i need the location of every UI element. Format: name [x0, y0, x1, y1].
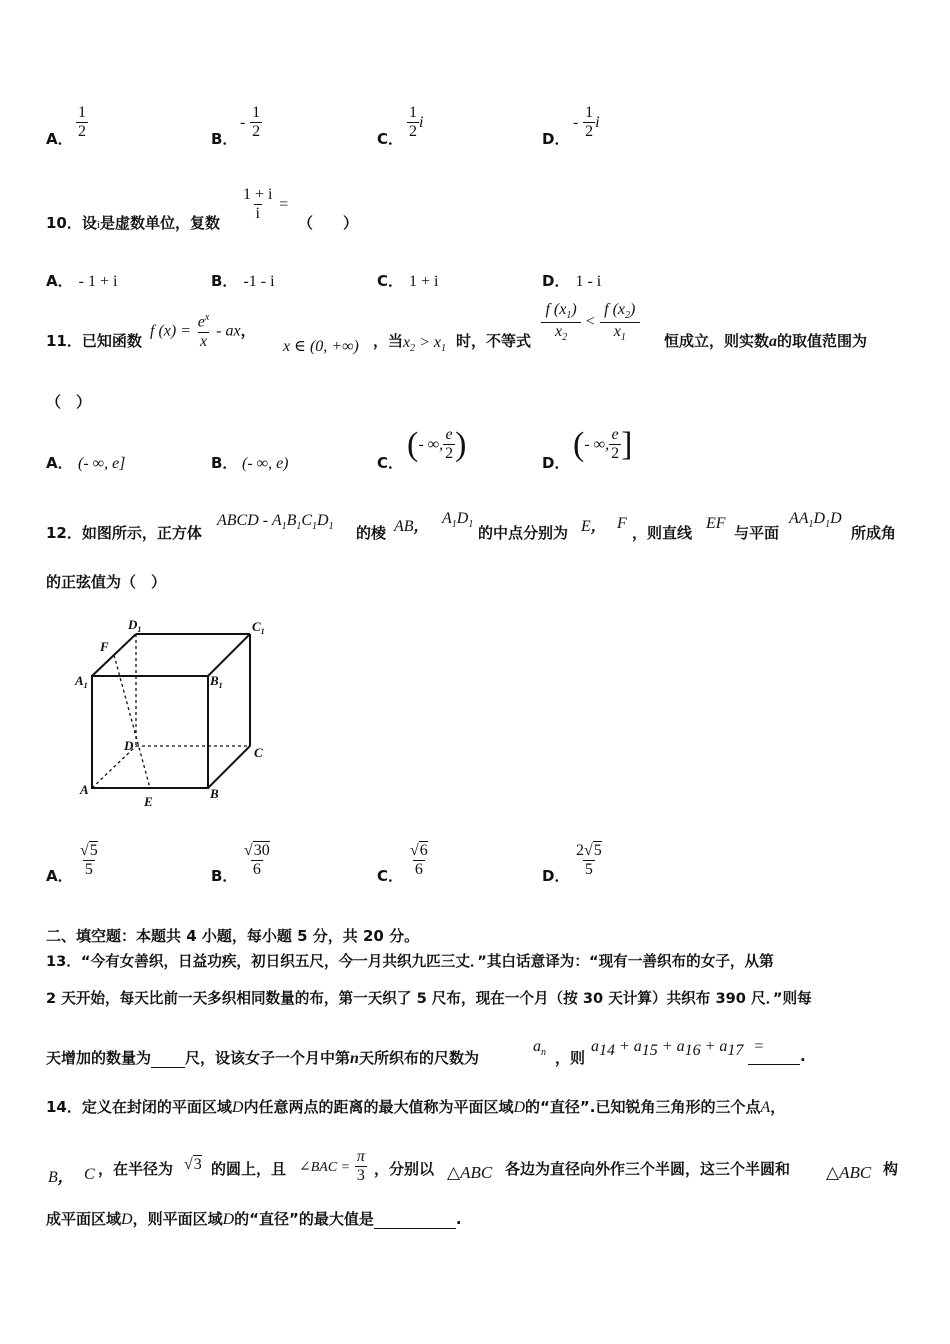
q11-domain: x ∈ (0, +∞): [283, 338, 359, 355]
q14-triangle-2: △ABC: [826, 1163, 872, 1182]
q13-blank-2[interactable]: [748, 1048, 800, 1065]
label-d1: $D_1$: [128, 617, 142, 634]
q13-answer: .: [748, 1047, 806, 1065]
q14-each-text: ，分别以: [374, 1160, 435, 1178]
q13-then: ，则: [555, 1049, 586, 1067]
q12-point-f: F: [617, 515, 627, 532]
q12-option-c[interactable]: C．: [377, 867, 404, 885]
cube-edge-bc: [208, 746, 250, 788]
label-a1: $A_1$: [75, 673, 88, 690]
cube-segment-fe: [114, 655, 150, 788]
q10-option-d[interactable]: D． 1 - i: [542, 272, 602, 290]
q11-option-c-value: (- ∞, $\frac{e}{2}$ ): [407, 425, 467, 463]
q10-option-a[interactable]: A． - 1 + i: [46, 272, 118, 290]
q11-condition: $x_2 > x_1$: [403, 334, 447, 355]
q9-option-b[interactable]: B．: [211, 130, 238, 148]
label-b1: $B_1$: [210, 673, 223, 690]
label-b: B: [210, 786, 219, 801]
q12-edge-a1d1: $A_1D_1$: [442, 510, 474, 531]
q11-option-a-value: (- ∞, e]: [78, 455, 126, 472]
q12-midpoint-text: 的中点分别为: [478, 524, 569, 542]
q12-plane-name: $AA_1D_1D$: [789, 510, 842, 531]
q9-option-a-value: $\frac{1}{2}$: [78, 104, 86, 141]
q11-ineq-text: 时，不等式: [456, 332, 532, 350]
q11-function: f (x) = $\frac{e^x}{x}$ - ax，: [150, 312, 256, 350]
q14-semicircle-text: 各边为直径向外作三个半圆，这三个半圆和: [505, 1160, 791, 1178]
q11-option-d-value: (- ∞, $\frac{e}{2}$ ]: [573, 425, 633, 463]
q12-stem-line2: 的正弦值为（ ）: [46, 573, 167, 591]
q14-radius-text: ，在半径为: [98, 1160, 174, 1178]
q12-cube-name: ABCD - $A_1B_1C_1D_1$: [217, 512, 334, 533]
q12-option-b[interactable]: B．: [211, 867, 238, 885]
q14-radius: √3: [184, 1156, 202, 1173]
q12-option-d-value: $\frac{2√5}{5}$: [576, 842, 602, 879]
q11-option-b[interactable]: B．: [211, 454, 238, 472]
q12-stem-start: 12．如图所示，正方体: [46, 524, 202, 542]
q10-paren: （ ）: [298, 214, 359, 232]
q14-blank[interactable]: [374, 1212, 456, 1229]
q13-an: $a_n$: [533, 1038, 546, 1059]
label-c1: $C_1$: [252, 619, 265, 636]
label-a: A: [80, 782, 89, 797]
label-d: D: [124, 738, 134, 753]
q9-option-c[interactable]: C．: [377, 130, 404, 148]
q10-stem: 10．设i是虚数单位，复数: [46, 214, 220, 232]
q9-option-c-value: $\frac{1}{2}$ i: [409, 104, 424, 141]
label-f: F: [100, 639, 109, 654]
q11-inequality: $\frac{f (x_1)}{x_2}$ < $\frac{f (x_2)}{x_1}$: [541, 301, 640, 343]
q12-option-a-value: $\frac{√5}{5}$: [80, 842, 98, 879]
q14-line3: 成平面区域D，则平面区域D的“直径”的最大值是 .: [46, 1210, 462, 1228]
q12-option-b-value: $\frac{√30}{6}$: [244, 842, 270, 879]
q9-option-d[interactable]: D．: [542, 130, 570, 148]
q11-stem-start: 11．已知函数: [46, 332, 142, 350]
q13-line1: 13．“今有女善织，日益功疾，初日织五尺，今一月共织九匹三丈．”其白话意译为：“现有一善织布的女子，从第: [46, 953, 774, 970]
section-2-title: 二、填空题：本题共 4 小题，每小题 5 分，共 20 分。: [46, 927, 420, 945]
q12-option-c-value: $\frac{√6}{6}$: [410, 842, 428, 879]
q11-stem-end: 恒成立，则实数a的取值范围为: [664, 332, 868, 350]
q11-option-d[interactable]: D．: [542, 454, 570, 472]
q9-option-a[interactable]: A．: [46, 130, 73, 148]
q12-edge-ab: AB，: [394, 517, 429, 535]
q10-option-b[interactable]: B． -1 - i: [211, 272, 275, 290]
q13-sum: $a_{14} + a_{15} + a_{16} + a_{17}$ =: [591, 1038, 765, 1060]
q12-line-text: ，则直线: [632, 524, 693, 542]
q10-fraction: $\frac{1 + i}{i}$ =: [243, 186, 289, 223]
cube-figure: [70, 612, 290, 812]
q12-point-e: E，: [581, 517, 606, 535]
q12-plane-text: 与平面: [734, 524, 780, 542]
q9-option-d-value: - $\frac{1}{2}$ i: [573, 104, 600, 141]
cube-edge-b1c1: [208, 634, 250, 676]
q11-option-c[interactable]: C．: [377, 454, 404, 472]
q14-line2-end: 构: [883, 1160, 899, 1178]
q14-point-c: C: [84, 1166, 95, 1183]
q12-edge-text: 的棱: [356, 524, 387, 542]
q11-paren: （ ）: [46, 393, 92, 411]
q13-line3: 天增加的数量为 尺，设该女子一个月中第n天所织布的尺数为: [46, 1049, 479, 1067]
q14-angle: ∠BAC = $\frac{\pi}{3}$: [299, 1148, 365, 1185]
q11-option-a[interactable]: A．: [46, 454, 73, 472]
label-e: E: [144, 794, 153, 809]
q9-option-b-value: - $\frac{1}{2}$: [240, 104, 261, 141]
q14-point-b: B，: [48, 1168, 73, 1186]
q12-option-d[interactable]: D．: [542, 867, 570, 885]
q14-angle-text: 的圆上，且: [211, 1160, 287, 1178]
q12-line-ef: EF: [706, 515, 726, 532]
q13-blank-1[interactable]: [151, 1051, 185, 1068]
q11-option-b-value: (- ∞, e): [242, 455, 289, 472]
q14-line1: 14．定义在封闭的平面区域D内任意两点的距离的最大值称为平面区域D的“直径”.已知锐角三角形的三个点A，: [46, 1098, 786, 1116]
q13-line2: 2 天开始，每天比前一天多织相同数量的布，第一天织了 5 尺布，现在一个月（按 30 天计算）共织布 390 尺．”则每: [46, 990, 812, 1007]
label-c: C: [254, 745, 263, 760]
q11-when: ，当: [373, 332, 404, 350]
q12-stem-end: 所成角: [851, 524, 897, 542]
q12-option-a[interactable]: A．: [46, 867, 73, 885]
q10-option-c[interactable]: C． 1 + i: [377, 272, 439, 290]
q14-triangle-1: △ABC: [447, 1163, 493, 1182]
